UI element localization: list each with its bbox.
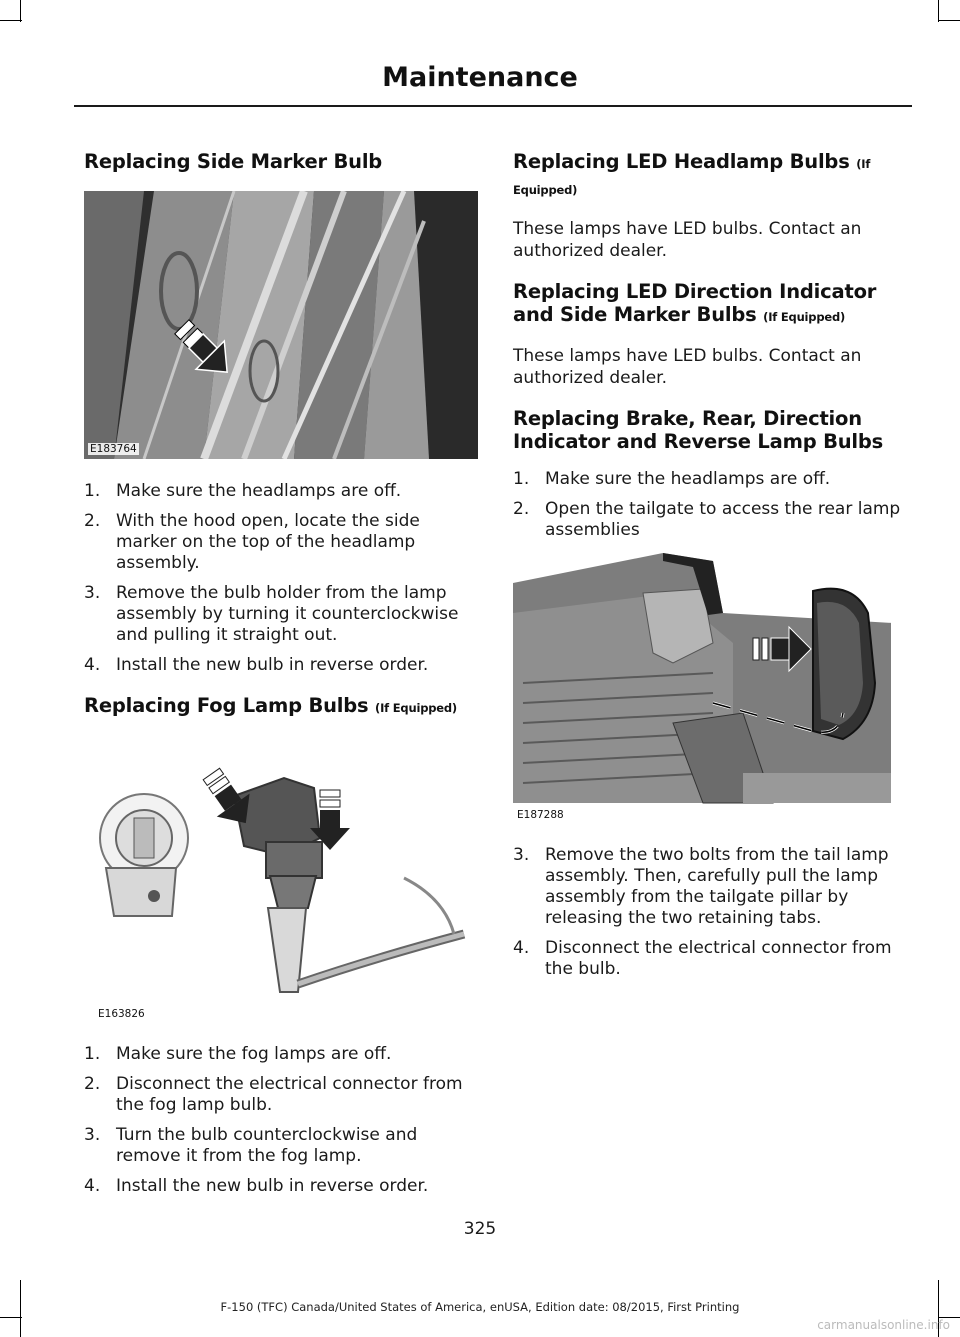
list-item: 4. Install the new bulb in reverse order.	[84, 1176, 429, 1196]
crop-mark	[0, 1317, 22, 1318]
brake-lamp-steps-b	[513, 845, 905, 980]
crop-mark	[938, 0, 939, 22]
fog-lamp-steps	[84, 1044, 478, 1197]
led-direction-heading: Replacing LED Direction Indicator and Side Marker Bulbs (If Equipped)	[513, 280, 877, 326]
list-item: 1. Make sure the headlamps are off.	[513, 469, 831, 489]
fog-lamp-heading: Replacing Fog Lamp Bulbs (If Equipped)	[84, 694, 457, 717]
list-item: 4. Disconnect the electrical connector from the bulb.	[513, 938, 892, 979]
page-title: Maintenance	[382, 62, 578, 93]
list-item: 1. Make sure the headlamps are off.	[84, 481, 402, 501]
list-item: 1. Make sure the fog lamps are off.	[84, 1044, 392, 1064]
list-item: 3. Remove the two bolts from the tail lamp assembly. Then, carefully pull the lamp assembly from the tailgate pillar by releasing the two retaining tabs.	[513, 845, 889, 928]
side-marker-heading: Replacing Side Marker Bulb	[84, 150, 383, 173]
led-direction-body: These lamps have LED bulbs. Contact an authorized dealer.	[513, 346, 862, 388]
fog-lamp-illustration	[84, 748, 478, 1022]
list-item: 2. Open the tailgate to access the rear lamp assemblies	[513, 499, 901, 540]
figure-label: E183764	[90, 443, 137, 455]
edition-line: F-150 (TFC) Canada/United States of America, enUSA, Edition date: 08/2015, First Printing	[220, 1300, 740, 1314]
list-item: 2. Disconnect the electrical connector from the fog lamp bulb.	[84, 1074, 463, 1115]
side-marker-steps	[84, 481, 478, 676]
led-headlamp-heading: Replacing LED Headlamp Bulbs (If Equipped)	[513, 150, 871, 197]
fog-lamp-figure	[84, 748, 478, 1022]
left-column	[84, 140, 478, 1206]
list-item: 2. With the hood open, locate the side marker on the top of the headlamp assembly.	[84, 511, 420, 573]
figure-label: E163826	[98, 1008, 145, 1020]
crop-mark	[938, 20, 960, 21]
list-item: 3. Remove the bulb holder from the lamp assembly by turning it counterclockwise and pulling it straight out.	[84, 583, 459, 645]
crop-mark	[0, 20, 22, 21]
brake-lamp-heading: Replacing Brake, Rear, Direction Indicator and Reverse Lamp Bulbs	[513, 407, 884, 453]
page-number: 325	[463, 1219, 497, 1239]
tail-lamp-illustration	[513, 553, 891, 823]
led-headlamp-body: These lamps have LED bulbs. Contact an authorized dealer.	[513, 219, 862, 261]
watermark: carmanualsonline.info	[817, 1318, 950, 1332]
crop-mark	[20, 0, 21, 22]
list-item: 4. Install the new bulb in reverse order.	[84, 655, 429, 675]
tail-lamp-figure	[513, 553, 891, 823]
side-marker-illustration	[84, 191, 478, 459]
brake-lamp-steps-a	[513, 469, 905, 541]
list-item: 3. Turn the bulb counterclockwise and remove it from the fog lamp.	[84, 1125, 418, 1166]
side-marker-figure	[84, 191, 478, 459]
right-column	[513, 140, 905, 989]
header-rule	[74, 105, 912, 107]
figure-label: E187288	[517, 809, 564, 821]
